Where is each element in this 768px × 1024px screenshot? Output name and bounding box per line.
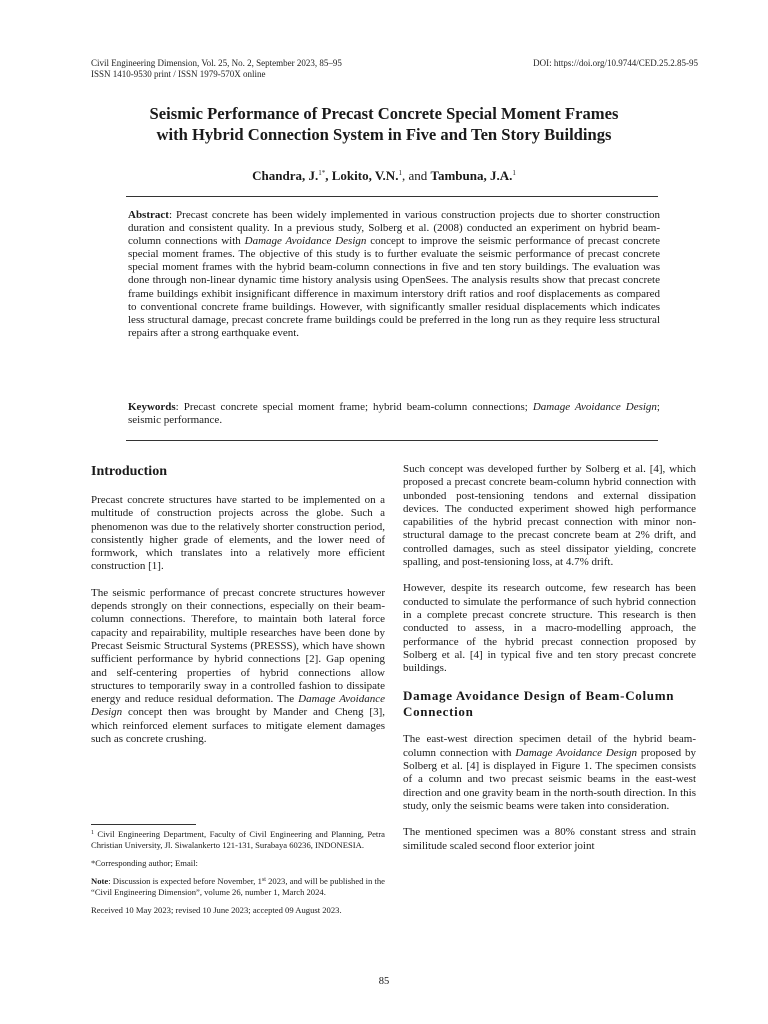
- intro-paragraph-2-emphasis: Damage Avoidance Design: [91, 693, 386, 719]
- author-1-affiliation: 1*: [318, 169, 326, 177]
- right-paragraph-2: However, despite its research outcome, few research has been conducted to simulate the performance of such hybrid connection in a complete precast concrete structure. This research is then conducted to assess, in a macro-modelling approach, the performance of the hybrid precast connection proposed by Solberg et al. [4] in typical five and ten story precast concrete buildings.: [403, 582, 696, 675]
- issn-line: ISSN 1410-9530 print / ISSN 1979-570X online: [91, 69, 266, 79]
- abstract-emphasis: Damage Avoidance Design: [244, 235, 367, 248]
- abstract-text-1: : Precast concrete has been widely implemented in various construction projects due to shorter construction duration and consistent quality. In a previous study, Solberg et al. (2008) conducted an experiment on hybrid beam-column connections with: [128, 209, 660, 248]
- author-separator-1: ,: [325, 168, 332, 183]
- affiliation-text: Civil Engineering Department, Faculty of Civil Engineering and Planning, Petra Christian University, Jl. Siwalankerto 121-131, Surabaya 60236, INDONESIA.: [91, 829, 385, 850]
- author-3-affiliation: 1: [512, 169, 516, 177]
- corresponding-author-note: *Corresponding author; Email:: [91, 858, 198, 868]
- right-paragraph-1: Such concept was developed further by Solberg et al. [4], which proposed a precast concrete beam-column hybrid connection with unbonded post-tensioning tendons and external dissipation devices. The conducted experiment showed high performance capabilities of the hybrid precast connection with minor non-structural damage to the precast concrete beam at 2% drift, and controlled damages, such as steel dissipator yielding, concrete spalling, and post-tensioning loss, at 4.7% drift.: [403, 463, 696, 569]
- abstract: [128, 209, 660, 340]
- left-column: [91, 463, 385, 759]
- bottom-rule: [126, 440, 658, 441]
- note-text-a: : Discussion is expected before November, 1: [108, 876, 262, 886]
- title-line-1: Seismic Performance of Precast Concrete Special Moment Frames: [149, 104, 619, 123]
- page-number: 85: [378, 976, 390, 987]
- keywords-emphasis: Damage Avoidance Design: [532, 401, 657, 413]
- discussion-note: [91, 876, 385, 898]
- right-paragraph-3-emphasis: Damage Avoidance Design: [515, 746, 638, 759]
- note-label: Note: [91, 876, 109, 886]
- keywords: [128, 401, 660, 427]
- paper-title: [60, 103, 708, 145]
- author-separator-2: , and: [401, 168, 431, 183]
- right-column: [403, 463, 696, 866]
- right-paragraph-3-text-b: proposed by Solberg et al. [4] is displayed in Figure 1. The specimen consists of a column and two precast seismic beams in the east-west direction and one gravity beam in the north-south direction. In this study, only the seismic beams were taken into consideration.: [403, 746, 696, 812]
- received-dates: Received 10 May 2023; revised 10 June 2023; accepted 09 August 2023.: [91, 905, 342, 915]
- note-text-b: 2023, and will be published in the “Civil Engineering Dimension”, volume 26, number 1, March 2024.: [91, 876, 385, 897]
- citation-line: Civil Engineering Dimension, Vol. 25, No. 2, September 2023, 85–95: [91, 58, 342, 68]
- section-heading: Damage Avoidance Design of Beam-Column Connection: [403, 688, 675, 720]
- author-2: Lokito, V.N.: [331, 168, 399, 183]
- abstract-label: Abstract: [128, 209, 169, 221]
- keywords-text-1: : Precast concrete special moment frame; hybrid beam-column connections;: [175, 401, 533, 413]
- keywords-label: Keywords: [128, 401, 176, 413]
- introduction-heading: Introduction: [91, 464, 167, 479]
- right-paragraph-3: [403, 733, 696, 813]
- right-paragraph-3-text-a: The east-west direction specimen detail of the hybrid beam-column connection with: [403, 733, 696, 759]
- title-line-2: with Hybrid Connection System in Five and Ten Story Buildings: [156, 125, 612, 144]
- intro-paragraph-1: Precast concrete structures have started to be implemented on a multitude of construction projects across the globe. Such a phenomenon was due to the relatively shorter construction period, consistently higher grade of elements, and the lower need of formwork, which translates into a relatively more efficient construction [1].: [91, 494, 385, 573]
- affiliation-marker: 1: [91, 830, 94, 836]
- right-paragraph-4: The mentioned specimen was a 80% constant stress and strain similitude scaled second floor exterior joint: [403, 826, 696, 852]
- abstract-text-2: concept to improve the seismic performance of precast concrete special moment frames. The objective of this study is to further evaluate the seismic performance of precast concrete special moment frames with the hybrid beam-column connections in five and ten story buildings. The evaluation was done through non-linear dynamic time history analysis using OpenSees. The analysis results show that precast concrete frame buildings exhibit insignificant difference in maximum interstory drift ratios and roof displacements as compared to conventional concrete frame buildings. However, with significantly smaller residual displacements which indicates less structural damage, precast concrete frame buildings could be preferred in the long run as they require less structural repairs after a strong earthquake event.: [128, 235, 660, 339]
- top-rule: [126, 196, 658, 197]
- doi-link[interactable]: DOI: https://doi.org/10.9744/CED.25.2.85-95: [533, 58, 698, 68]
- affiliation-footnote: [91, 829, 385, 851]
- intro-paragraph-2-text-a: The seismic performance of precast concrete structures however depends strongly on their connections, especially on their beam-column connections. Therefore, to maintain both lateral force capacity and repairability, multiple researches have been done by Precast Seismic Structural Systems (PRESSS), which have shown sufficient performance by hybrid connections [2]. Gap opening and self-centering properties of hybrid connections allow structures to temporarily sway in a controlled fashion to dissipate energy and reduce residual deformation. The: [91, 586, 385, 706]
- footnotes: [91, 829, 385, 923]
- journal-citation: [91, 58, 342, 80]
- author-3: Tambuna, J.A.: [430, 168, 513, 183]
- author-1: Chandra, J.: [252, 168, 319, 183]
- intro-paragraph-2: [91, 587, 385, 747]
- intro-paragraph-2-text-b: concept then was brought by Mander and Cheng [3], which reinforced element surfaces to mitigate element damages such as concrete crushing.: [91, 706, 385, 746]
- keywords-text-2: ; seismic performance.: [128, 401, 660, 427]
- footnote-rule: [91, 824, 196, 825]
- author-list: [60, 168, 708, 184]
- author-2-affiliation: 1: [398, 169, 402, 177]
- note-ordinal: st: [261, 877, 266, 883]
